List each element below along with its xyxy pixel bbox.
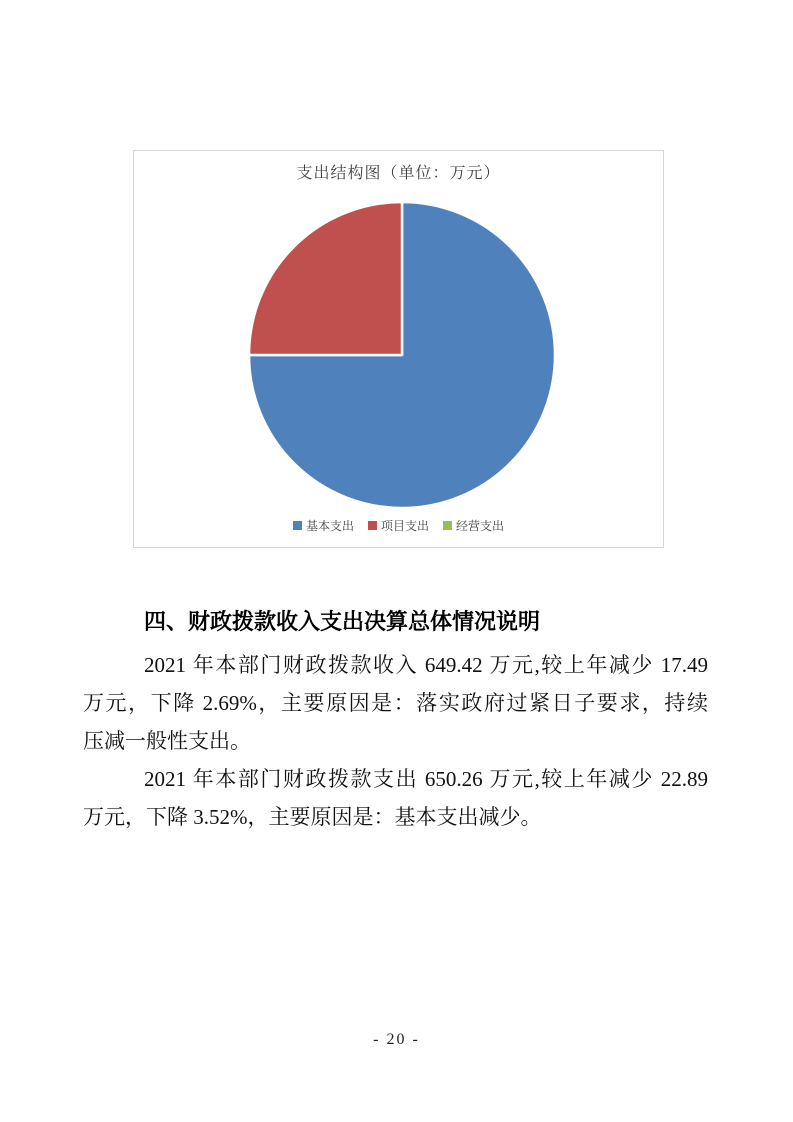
chart-title: 支出结构图（单位：万元） (296, 165, 501, 182)
chart-legend (134, 517, 663, 534)
page-number: - 20 - (373, 1031, 420, 1048)
text-line: 2021 年本部门财政拨款收入 649.42 万元,较上年减少 17.49 (144, 653, 708, 677)
legend-swatch-icon (443, 521, 452, 530)
legend-swatch-icon (368, 521, 377, 530)
pie-chart (246, 199, 558, 511)
legend-item (443, 517, 504, 534)
legend-label: 经营支出 (456, 519, 505, 533)
legend-label: 基本支出 (305, 519, 354, 533)
legend-item (293, 517, 354, 534)
text-line: 2021 年本部门财政拨款支出 650.26 万元,较上年减少 22.89 (144, 767, 708, 791)
text-line: 压减一般性支出。 (83, 729, 251, 753)
text-line: 万元，下降 3.52%，主要原因是：基本支出减少。 (83, 805, 542, 829)
legend-label: 项目支出 (380, 519, 429, 533)
pie-chart-svg (246, 199, 558, 511)
body-text (83, 646, 708, 836)
expenditure-structure-chart-panel (133, 150, 664, 548)
text-line: 万元，下降 2.69%，主要原因是：落实政府过紧日子要求，持续 (83, 691, 708, 715)
pie-slice-项目支出 (249, 202, 402, 355)
legend-swatch-icon (293, 521, 302, 530)
legend-item (368, 517, 429, 534)
section-heading: 四、财政拨款收入支出决算总体情况说明 (144, 609, 541, 634)
